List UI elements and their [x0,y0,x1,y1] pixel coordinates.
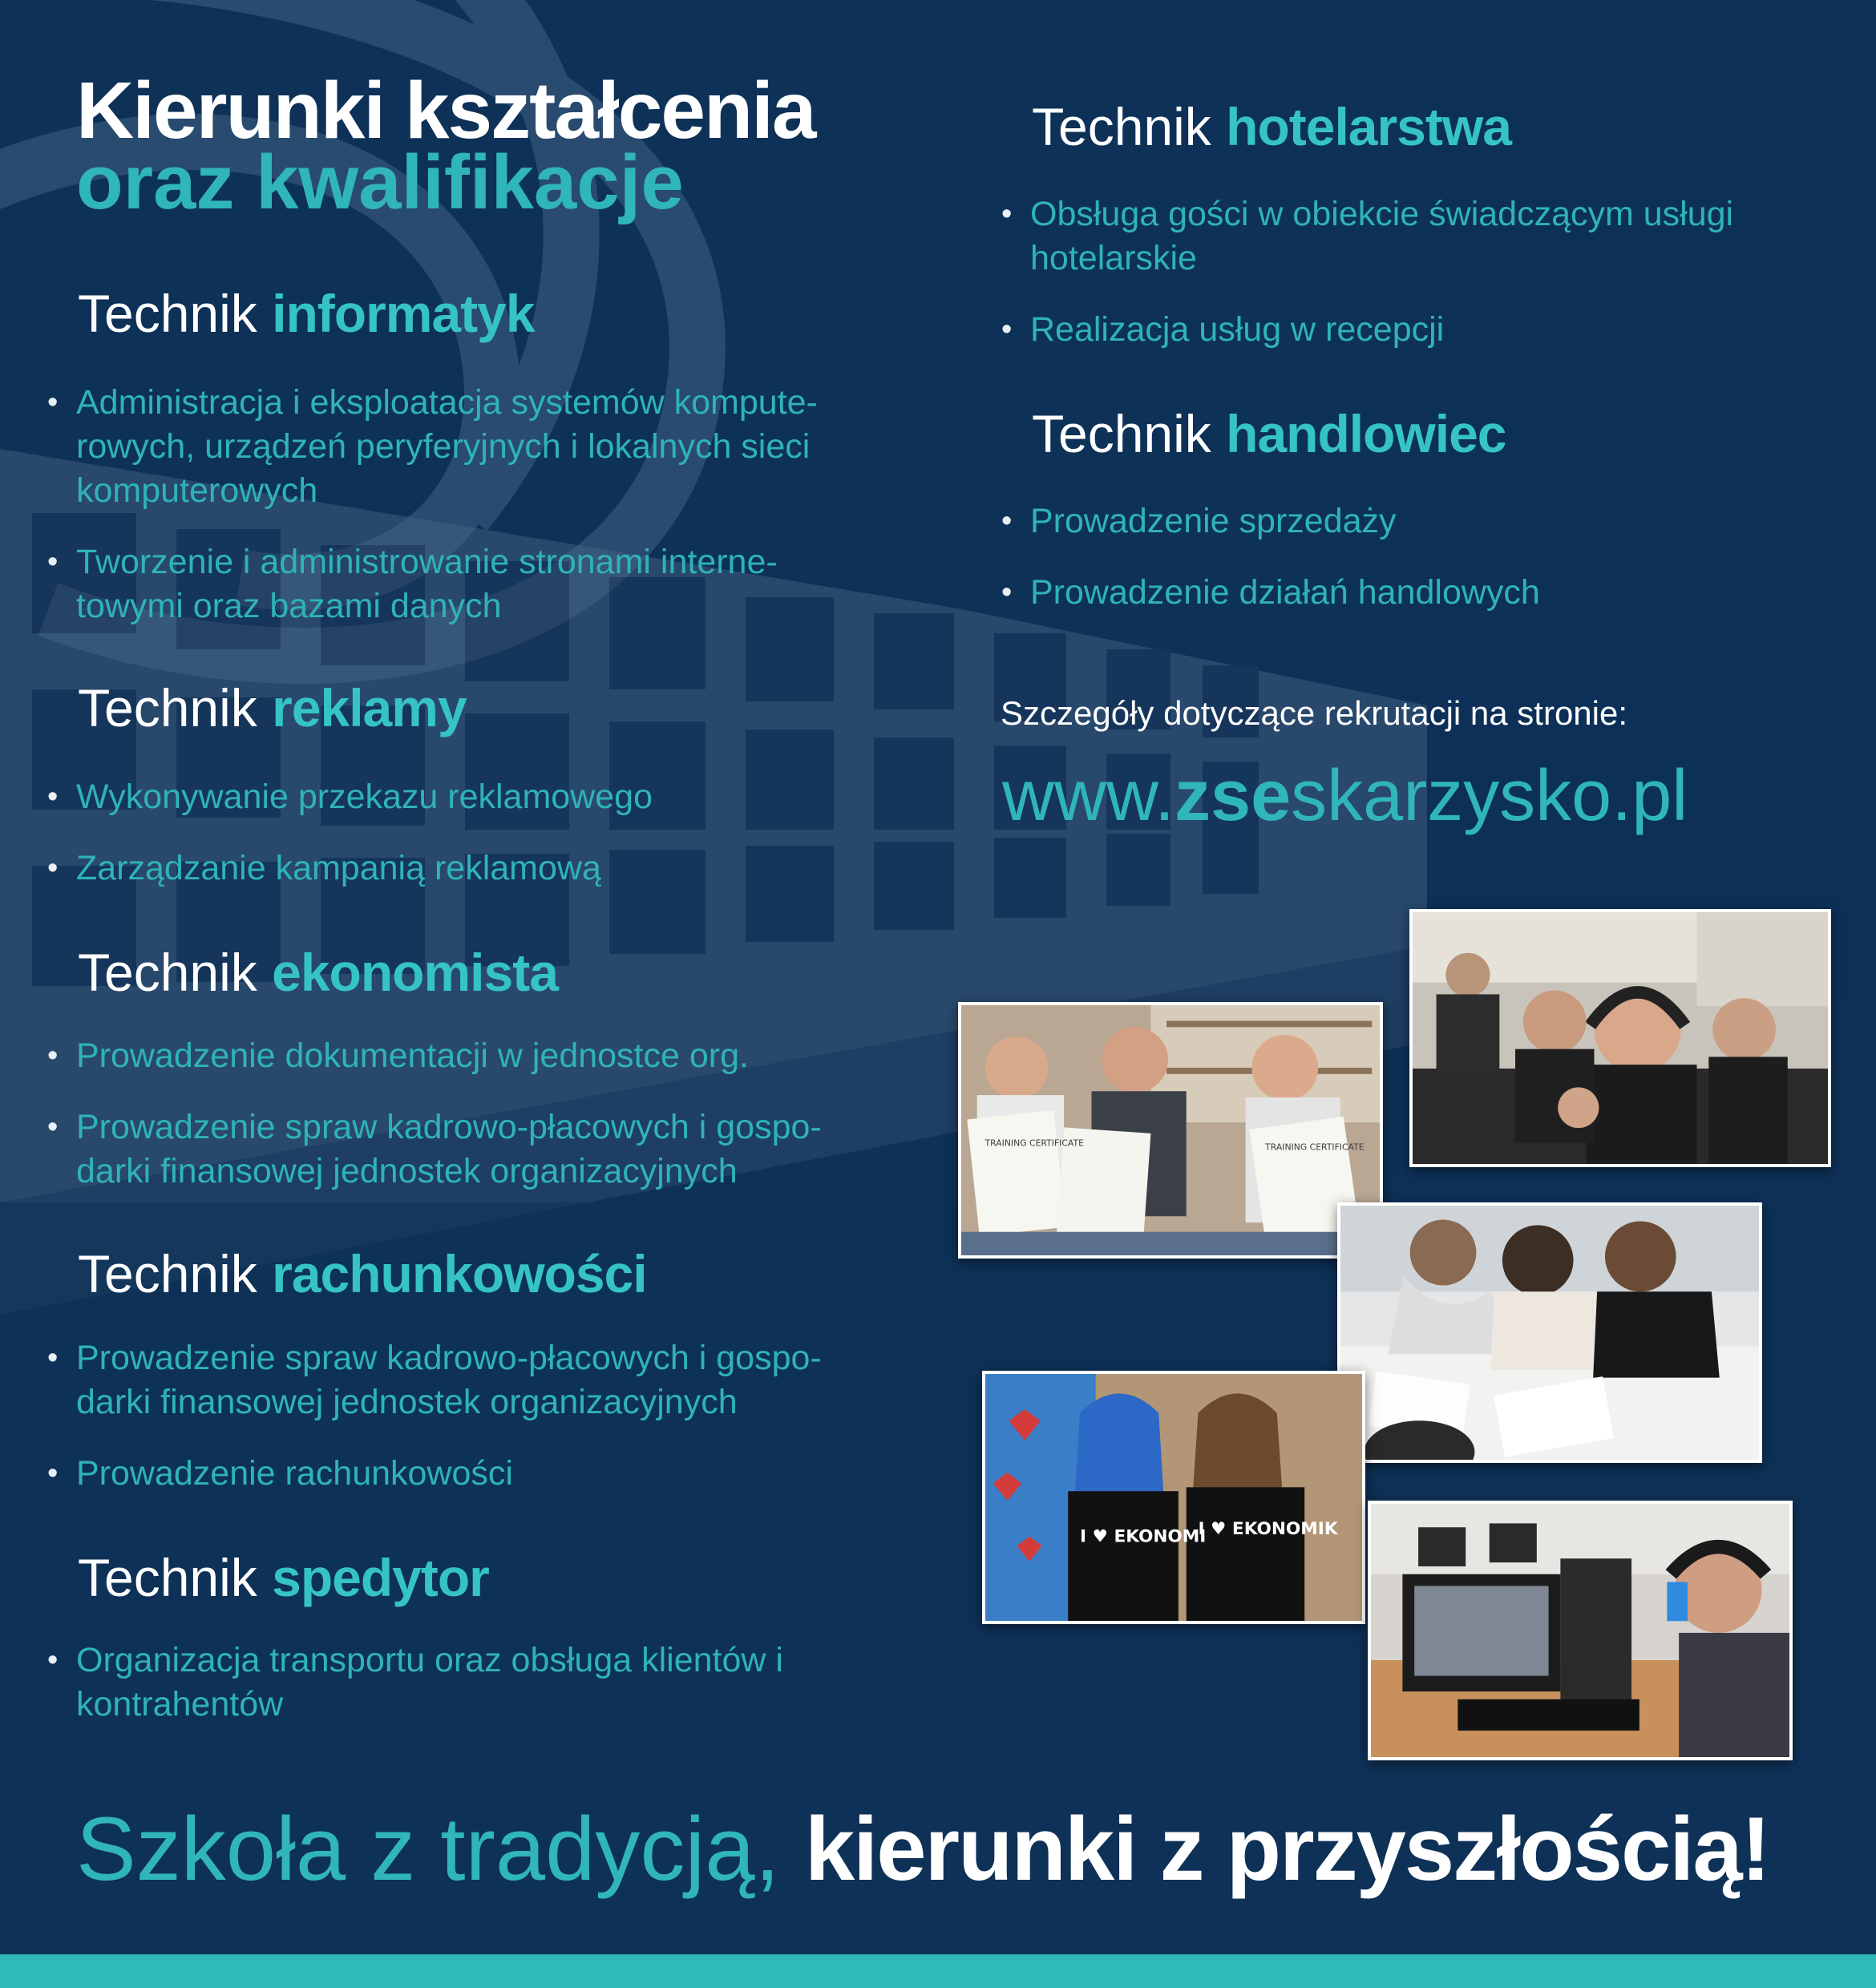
photo-student-headphones [1368,1501,1793,1760]
url-suffix: skarzysko.pl [1291,756,1688,836]
list-item: • Prowadzenie sprzedaży [1030,499,1832,543]
list-hotelarstwa [1030,192,1832,379]
section-name: spedytor [272,1548,489,1607]
section-prefix: Technik [1032,97,1211,156]
section-title-reklamy [78,678,467,737]
certificate-label: TRAINING CERTIFICATE [1265,1141,1365,1153]
section-name: informatyk [272,284,535,343]
list-item: • Prowadzenie rachunkowości [76,1452,866,1496]
photo-computer-lab-students [1409,909,1831,1167]
list-item: • Wykonywanie przekazu reklamowego [76,775,866,819]
section-prefix: Technik [78,943,257,1002]
slogan-part-2: kierunki z przyszłością! [804,1799,1769,1899]
section-title-rachunkowosci [78,1244,647,1303]
page-title: Kierunki kształcenia [76,66,815,156]
website-link[interactable] [1002,757,1688,836]
list-spedytor [76,1638,866,1754]
list-item: • Obsługa gości w obiekcie świadczącym usługi hotelarskie [1030,192,1832,281]
slogan-part-1: Szkoła z tradycją, [76,1799,780,1899]
section-prefix: Technik [1032,404,1211,463]
section-name: reklamy [272,678,467,737]
section-name: ekonomista [272,943,558,1002]
section-prefix: Technik [78,678,257,737]
list-item: • Administracja i eksploatacja systemów kompute-rowych, urządzeń peryferyjnych i lokalnych sieci komputerowych [76,381,866,513]
bottom-accent-bar [0,1954,1876,1988]
list-handlowiec [1030,499,1832,642]
list-item: • Prowadzenie spraw kadrowo-płacowych i gospo-darki finansowej jednostek organizacyjnych [76,1105,866,1194]
list-item: • Prowadzenie dokumentacji w jednostce org. [76,1034,866,1078]
section-name: rachunkowości [272,1244,647,1303]
photo-ekonomik-students [982,1371,1365,1624]
section-title-hotelarstwa [1032,97,1511,156]
certificate-label: TRAINING CERTIFICATE [984,1137,1084,1149]
page-subtitle: oraz kwalifikacje [76,139,684,225]
section-title-spedytor [78,1548,489,1607]
list-reklamy [76,775,866,918]
section-prefix: Technik [78,1548,257,1607]
list-item: • Zarządzanie kampanią reklamową [76,847,866,891]
slogan [76,1800,1769,1898]
section-title-informatyk [78,284,535,343]
photo-training-certificates [958,1002,1383,1259]
list-item: • Prowadzenie działań handlowych [1030,571,1832,615]
list-informatyk [76,381,866,656]
list-item: • Tworzenie i administrowanie stronami interne-towymi oraz bazami danych [76,540,866,628]
section-title-handlowiec [1032,404,1506,463]
section-name: hotelarstwa [1226,97,1511,156]
shirt-text-right: I ♥ EKONOMIK [1198,1518,1338,1539]
url-prefix: www. [1002,756,1175,836]
section-prefix: Technik [78,1244,257,1303]
shirt-text-left: I ♥ EKONOMI [1079,1526,1207,1547]
recruitment-text: Szczegóły dotyczące rekrutacji na stronie: [1001,694,1628,732]
section-title-ekonomista [78,943,558,1002]
list-item: • Prowadzenie spraw kadrowo-płacowych i gospo-darki finansowej jednostek organizacyjnych [76,1336,866,1424]
list-item: • Realizacja usług w recepcji [1030,308,1832,352]
url-strong: zse [1175,756,1292,836]
list-ekonomista [76,1034,866,1221]
list-rachunkowosci [76,1336,866,1523]
photo-students-working [1337,1202,1762,1463]
section-prefix: Technik [78,284,257,343]
list-item: • Organizacja transportu oraz obsługa klientów i kontrahentów [76,1638,866,1727]
section-name: handlowiec [1226,404,1506,463]
